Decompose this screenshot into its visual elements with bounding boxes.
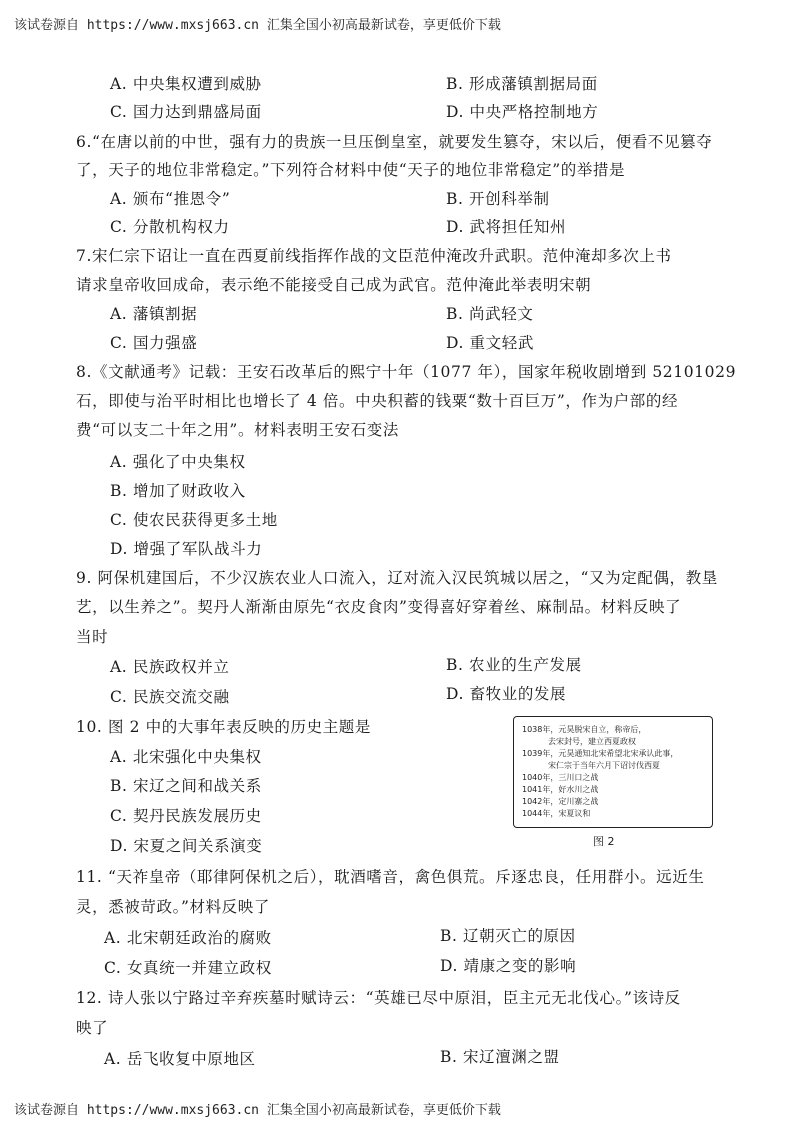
timeline-entry: 1038年，元昊脱宋自立，称帝后， (522, 725, 647, 734)
q10-option-a: A. 北宋强化中央集权 (110, 748, 262, 766)
page-footer-source: 该试卷源自 https://www.mxsj663.cn 汇集全国小初高最新试卷，享更低价下载 (14, 1103, 501, 1118)
q9-option-c: C. 民族交流交融 (110, 688, 230, 706)
q7-stem-line-2: 请求皇帝收回成命，表示绝不能接受自己成为武官。范仲淹此举表明宋朝 (76, 276, 592, 294)
q7-option-d: D. 重文轻武 (446, 334, 534, 352)
figure-2-timeline (513, 716, 713, 828)
q12-stem-line-1: 12. 诗人张以宁路过辛弃疾墓时赋诗云：“英雄已尽中原泪，臣主元无北伐心。”该诗反 (76, 989, 681, 1007)
timeline-entry: 去宋封号，建立西夏政权 (548, 737, 636, 746)
q11-option-c: C. 女真统一并建立政权 (104, 959, 272, 977)
q8-stem-line-1: 8.《文献通考》记载：王安石改革后的熙宁十年（1077 年），国家年税收剧增到 52101029 (76, 363, 737, 381)
q5-option-a: A. 中央集权遭到威胁 (110, 75, 262, 93)
q7-option-c: C. 国力强盛 (110, 334, 198, 352)
q10-option-b: B. 宋辽之间和战关系 (110, 777, 262, 795)
q9-option-a: A. 民族政权并立 (110, 658, 230, 676)
q10-stem: 10. 图 2 中的大事年表反映的历史主题是 (76, 718, 371, 736)
q11-stem-line-2: 灵，悉被苛政。”材料反映了 (76, 898, 270, 916)
figure-2-caption: 图 2 (593, 835, 615, 848)
q5-option-b: B. 形成藩镇割据局面 (446, 75, 598, 93)
q6-stem-line-2: 了，天子的地位非常稳定。”下列符合材料中使“天子的地位非常稳定”的举措是 (76, 161, 626, 179)
q7-option-b: B. 尚武轻文 (446, 305, 534, 323)
q8-option-b: B. 增加了财政收入 (110, 482, 246, 500)
q8-stem-line-3: 费“可以支二十年之用”。材料表明王安石变法 (76, 421, 399, 439)
q9-option-b: B. 农业的生产发展 (446, 656, 582, 674)
q7-stem-line-1: 7.宋仁宗下诏让一直在西夏前线指挥作战的文臣范仲淹改升武职。范仲淹却多次上书 (76, 247, 672, 265)
q6-option-a: A. 颁布“推恩令” (110, 190, 231, 208)
q10-option-d: D. 宋夏之间关系演变 (110, 837, 263, 855)
q11-option-a: A. 北宋朝廷政治的腐败 (104, 929, 272, 947)
q7-option-a: A. 藩镇割据 (110, 305, 198, 323)
q6-stem-line-1: 6.“在唐以前的中世，强有力的贵族一旦压倒皇室，就要发生篡夺，宋以后，便看不见篡夺 (76, 133, 713, 151)
q8-option-c: C. 使农民获得更多土地 (110, 511, 278, 529)
q11-option-d: D. 靖康之变的影响 (440, 957, 577, 975)
timeline-entry: 宋仁宗于当年六月下诏讨伐西夏 (548, 761, 660, 770)
q6-option-c: C. 分散机构权力 (110, 218, 230, 236)
q8-option-a: A. 强化了中央集权 (110, 453, 246, 471)
timeline-entry: 1040年，三川口之战 (522, 773, 599, 782)
q11-stem-line-1: 11. “天祚皇帝（耶律阿保机之后），耽酒嗜音，禽色俱荒。斥逐忠良，任用群小。远近生 (76, 868, 705, 886)
q12-option-b: B. 宋辽澶渊之盟 (440, 1048, 560, 1066)
q6-option-d: D. 武将担任知州 (446, 218, 567, 236)
q9-stem-line-2: 艺，以生养之”。契丹人渐渐由原先“衣皮食肉”变得喜好穿着丝、麻制品。材料反映了 (76, 598, 682, 616)
q9-stem-line-1: 9. 阿保机建国后，不少汉族农业人口流入，辽对流入汉民筑城以居之，“又为定配偶，教垦 (76, 569, 718, 587)
timeline-entry: 1044年，宋夏议和 (522, 809, 591, 818)
q9-stem-line-3: 当时 (76, 628, 109, 646)
q9-option-d: D. 畜牧业的发展 (446, 685, 567, 703)
timeline-entry: 1041年，好水川之战 (522, 785, 599, 794)
q11-option-b: B. 辽朝灭亡的原因 (440, 927, 576, 945)
timeline-entry: 1042年，定川寨之战 (522, 797, 599, 806)
q5-option-d: D. 中央严格控制地方 (446, 103, 599, 121)
q8-stem-line-2: 石，即使与治平时相比也增长了 4 倍。中央积蓄的钱粟“数十百巨万”，作为户部的经 (76, 392, 679, 410)
timeline-entry: 1039年，元昊通知北宋希望北宋承认此事， (522, 749, 679, 758)
q8-option-d: D. 增强了军队战斗力 (110, 540, 263, 558)
q5-option-c: C. 国力达到鼎盛局面 (110, 103, 262, 121)
q12-option-a: A. 岳飞收复中原地区 (104, 1050, 256, 1068)
q10-option-c: C. 契丹民族发展历史 (110, 807, 262, 825)
q6-option-b: B. 开创科举制 (446, 190, 550, 208)
q12-stem-line-2: 映了 (76, 1019, 109, 1037)
page-header-source: 该试卷源自 https://www.mxsj663.cn 汇集全国小初高最新试卷，享更低价下载 (14, 18, 501, 33)
